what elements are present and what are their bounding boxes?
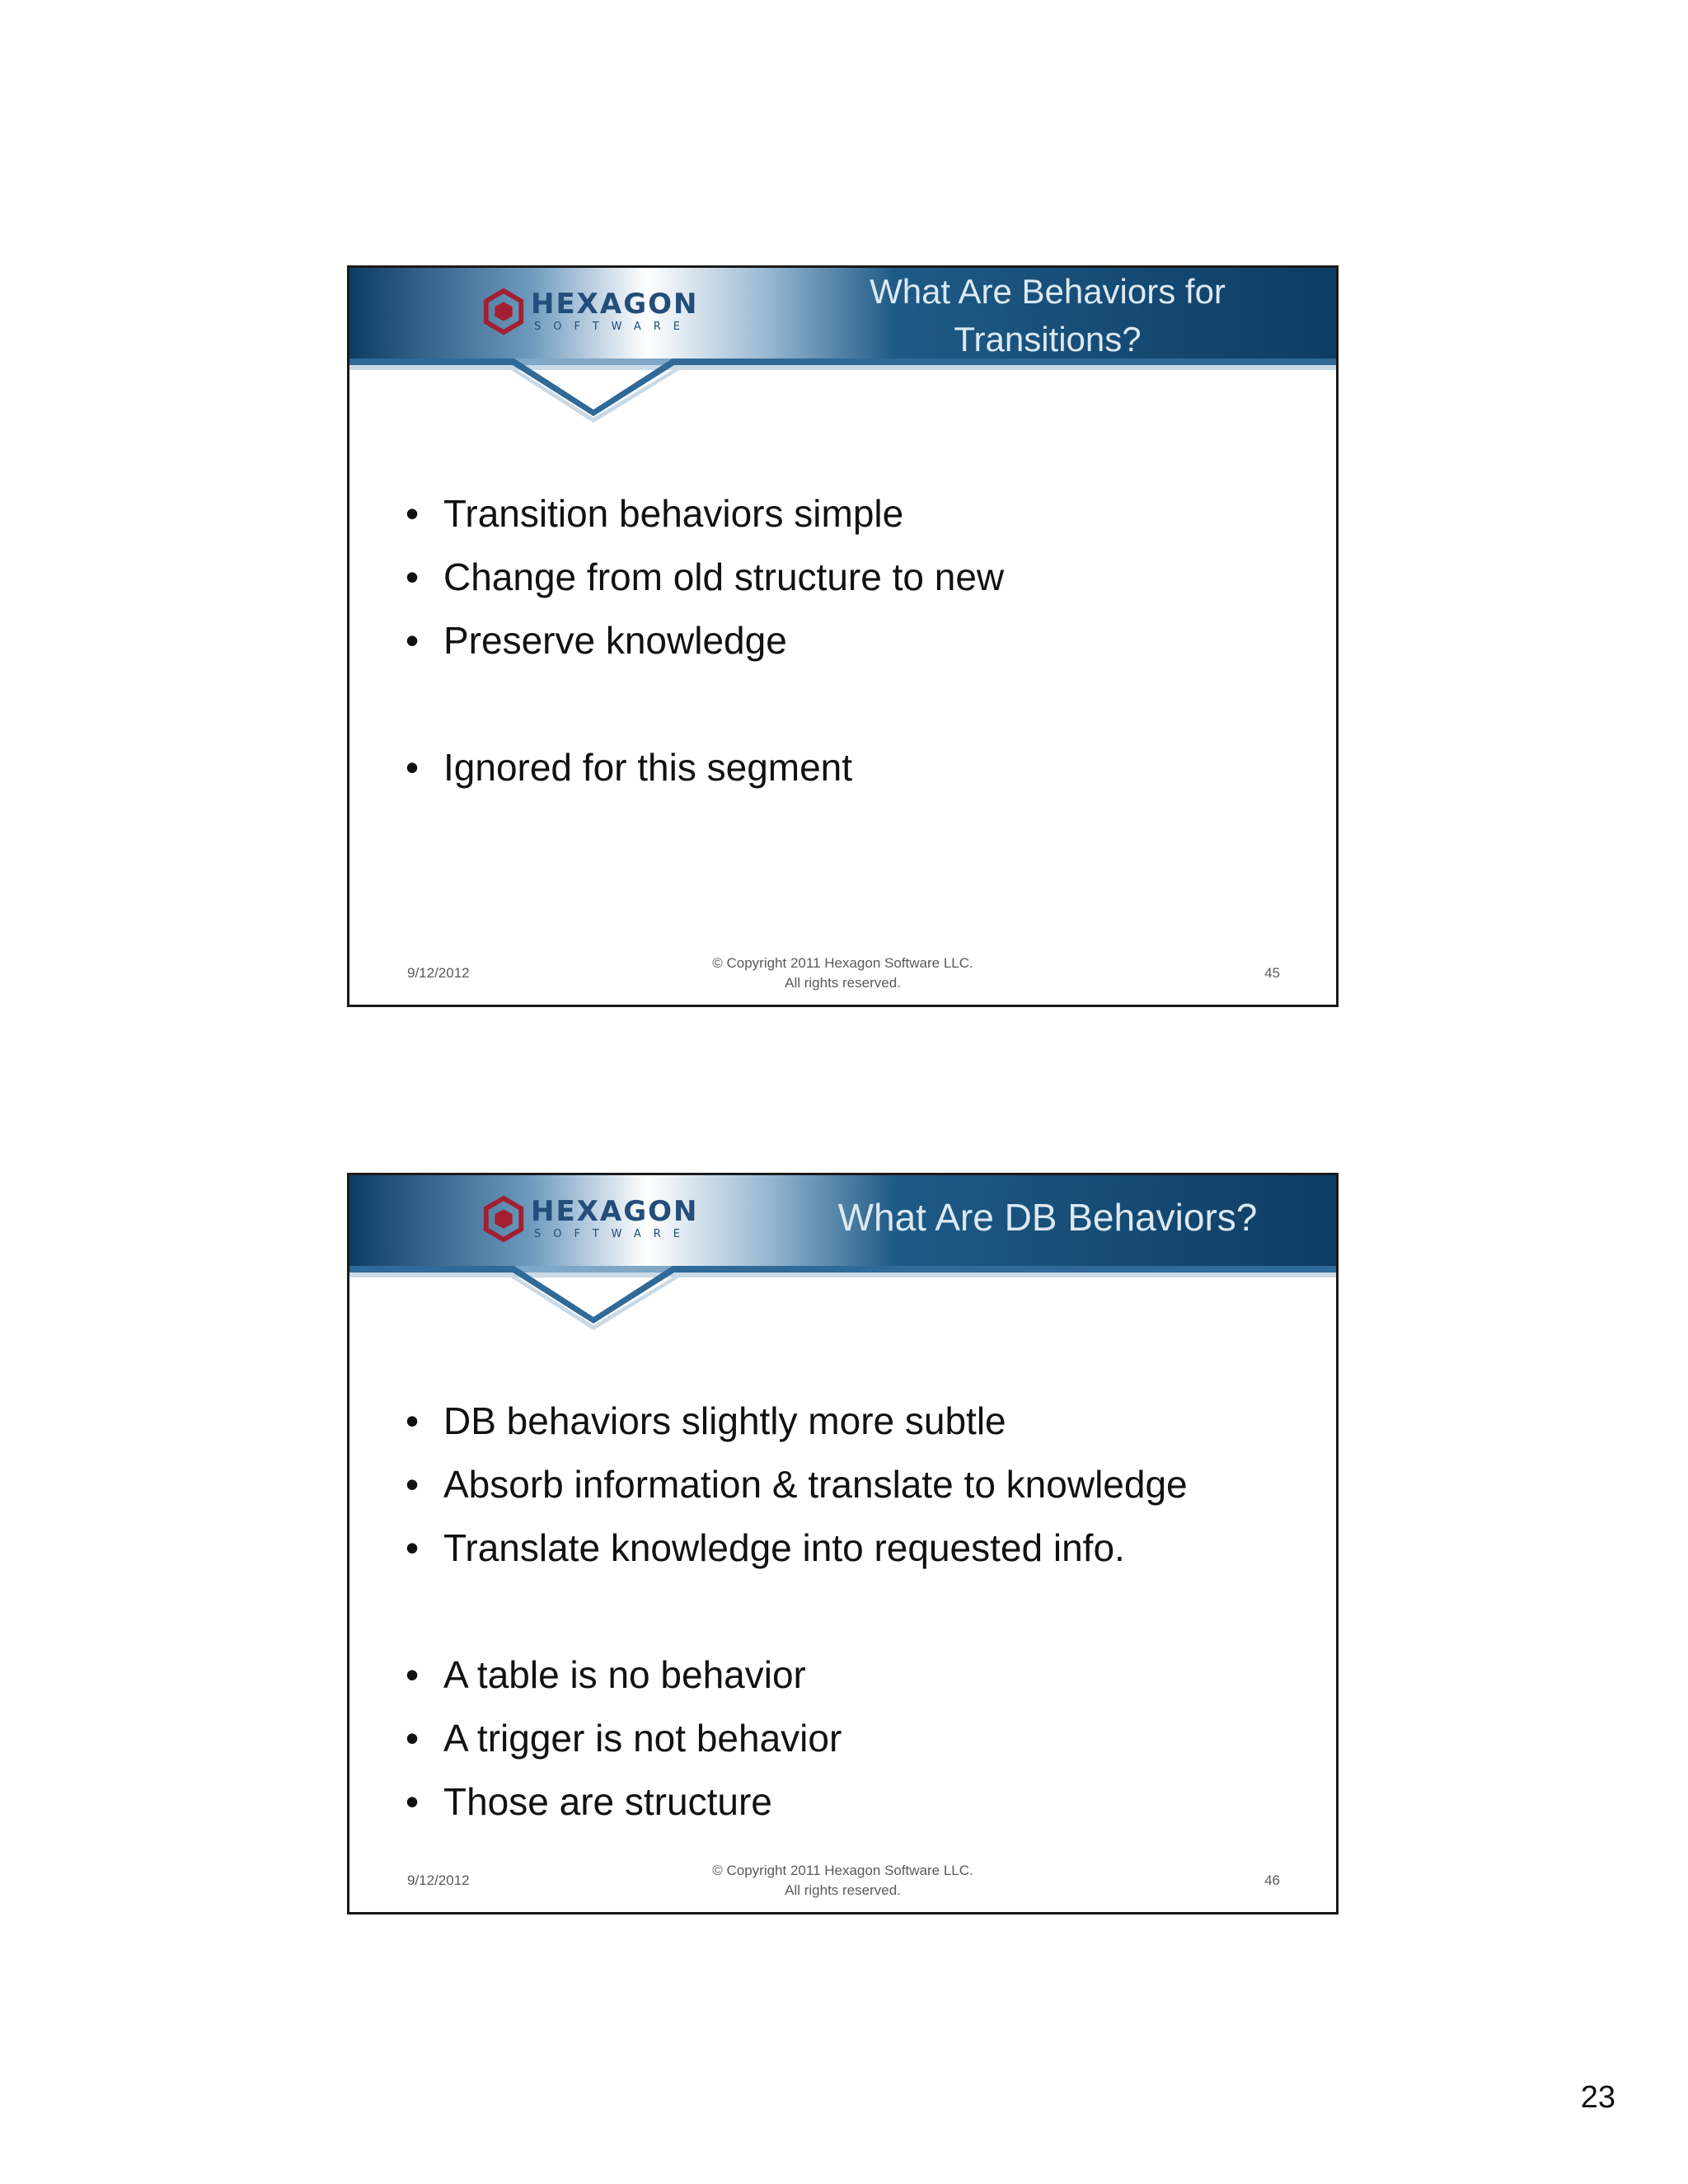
bullet-spacer	[406, 673, 1004, 736]
slide-header	[349, 268, 1336, 424]
bullet-item: • Change from old structure to new	[406, 546, 1004, 609]
hexagon-logo-icon	[480, 1195, 528, 1243]
copyright-line: All rights reserved.	[785, 975, 901, 991]
bullet-item: • DB behaviors slightly more subtle	[406, 1390, 1188, 1453]
logo-wordmark: HEXAGON	[531, 1195, 699, 1228]
bullet-list	[406, 1390, 1188, 1834]
logo-subtitle: SOFTWARE	[534, 321, 692, 333]
slide-title-line: What Are DB Behaviors?	[837, 1196, 1258, 1239]
copyright-line: All rights reserved.	[785, 1882, 901, 1898]
bullet-spacer	[406, 1580, 1188, 1643]
copyright-line: © Copyright 2011 Hexagon Software LLC.	[712, 1863, 973, 1878]
bullet-item: • Transition behaviors simple	[406, 482, 1004, 546]
footer-date: 9/12/2012	[407, 965, 470, 981]
logo-wordmark: HEXAGON	[531, 288, 699, 321]
slide-title-line: What Are Behaviors for	[870, 272, 1226, 311]
copyright-line: © Copyright 2011 Hexagon Software LLC.	[712, 955, 973, 971]
footer-slide-number: 45	[1264, 965, 1280, 981]
slide-45	[347, 265, 1339, 1007]
slide-title-line: Transitions?	[954, 320, 1142, 359]
bullet-item: • Absorb information & translate to knowledge	[406, 1453, 1188, 1516]
page-number: 23	[1580, 2080, 1615, 2115]
footer-slide-number: 46	[1264, 1872, 1280, 1888]
bullet-item: • Translate knowledge into requested info.	[406, 1516, 1188, 1580]
hexagon-logo-icon	[480, 288, 528, 335]
bullet-item: • A trigger is not behavior	[406, 1707, 1188, 1770]
bullet-item: • Those are structure	[406, 1770, 1188, 1834]
footer-copyright	[349, 1861, 1336, 1900]
bullet-list	[406, 482, 1004, 799]
bullet-item: • Preserve knowledge	[406, 609, 1004, 673]
hexagon-logo	[480, 288, 702, 337]
bullet-item: • Ignored for this segment	[406, 736, 1004, 799]
bullet-item: • A table is no behavior	[406, 1643, 1188, 1707]
slide-46	[347, 1173, 1339, 1915]
footer-copyright	[349, 954, 1336, 993]
slide-header	[349, 1175, 1336, 1332]
slide-title	[817, 1193, 1278, 1241]
slide-title	[817, 268, 1278, 363]
footer-date: 9/12/2012	[407, 1872, 470, 1888]
logo-subtitle: SOFTWARE	[534, 1228, 692, 1240]
hexagon-logo	[480, 1195, 702, 1244]
